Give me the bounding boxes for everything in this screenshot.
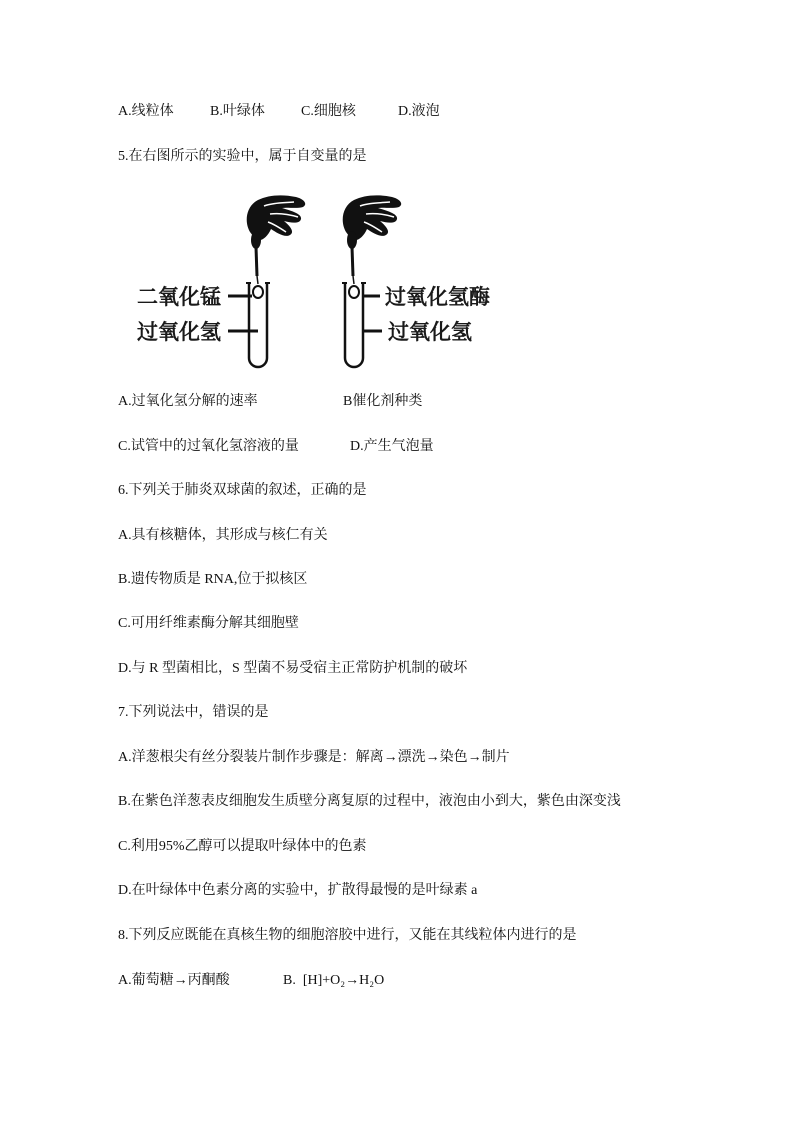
q8-option-b: B. [H]+O₂→H₂O xyxy=(283,973,385,988)
q5-option-a: A.过氧化氢分解的速率 xyxy=(118,394,258,409)
q8-stem: 8.下列反应既能在真核生物的细胞溶胶中进行，又能在其线粒体内进行的是 xyxy=(118,928,577,943)
q6-stem: 6.下列关于肺炎双球菌的叙述，正确的是 xyxy=(118,483,367,498)
q5-stem: 5.在右图所示的实验中，属于自变量的是 xyxy=(118,149,367,164)
q7-option-b: B.在紫色洋葱表皮细胞发生质壁分离复原的过程中，液泡由小到大，紫色由深变浅 xyxy=(118,794,621,809)
q4-option-c: C.细胞核 xyxy=(301,104,356,119)
right-test-tube xyxy=(342,283,366,367)
right-tube-solution-label: 过氧化氢 xyxy=(388,320,472,344)
q7-option-d: D.在叶绿体中色素分离的实验中，扩散得最慢的是叶绿素 a xyxy=(118,883,478,898)
right-tube-reagent-label: 过氧化氢酶 xyxy=(385,285,490,309)
q6-option-b: B.遗传物质是 RNA,位于拟核区 xyxy=(118,572,308,587)
q5-option-c: C.试管中的过氧化氢溶液的量 xyxy=(118,439,299,454)
q6-option-c: C.可用纤维素酶分解其细胞壁 xyxy=(118,616,299,631)
q5-experiment-figure xyxy=(118,180,508,375)
left-tube-reagent-label: 二氧化锰 xyxy=(137,285,221,309)
left-tube-solution-label: 过氧化氢 xyxy=(137,320,221,344)
q6-option-a: A.具有核糖体，其形成与核仁有关 xyxy=(118,528,328,543)
q8-option-a: A.葡萄糖→丙酮酸 xyxy=(118,973,230,988)
q7-option-c: C.利用95%乙醇可以提取叶绿体中的色素 xyxy=(118,839,367,854)
q5-option-b: B催化剂种类 xyxy=(343,394,423,409)
q5-option-d: D.产生气泡量 xyxy=(350,439,434,454)
q7-option-a: A.洋葱根尖有丝分裂装片制作步骤是：解离→漂洗→染色→制片 xyxy=(118,750,510,765)
q4-option-b: B.叶绿体 xyxy=(210,104,265,119)
q4-option-d: D.液泡 xyxy=(398,104,440,119)
q4-option-a: A.线粒体 xyxy=(118,104,174,119)
q7-stem: 7.下列说法中，错误的是 xyxy=(118,705,269,720)
right-hand-dropper-illustration xyxy=(343,195,401,284)
q6-option-d: D.与 R 型菌相比，S 型菌不易受宿主正常防护机制的破坏 xyxy=(118,661,468,676)
left-hand-dropper-illustration xyxy=(247,195,305,284)
